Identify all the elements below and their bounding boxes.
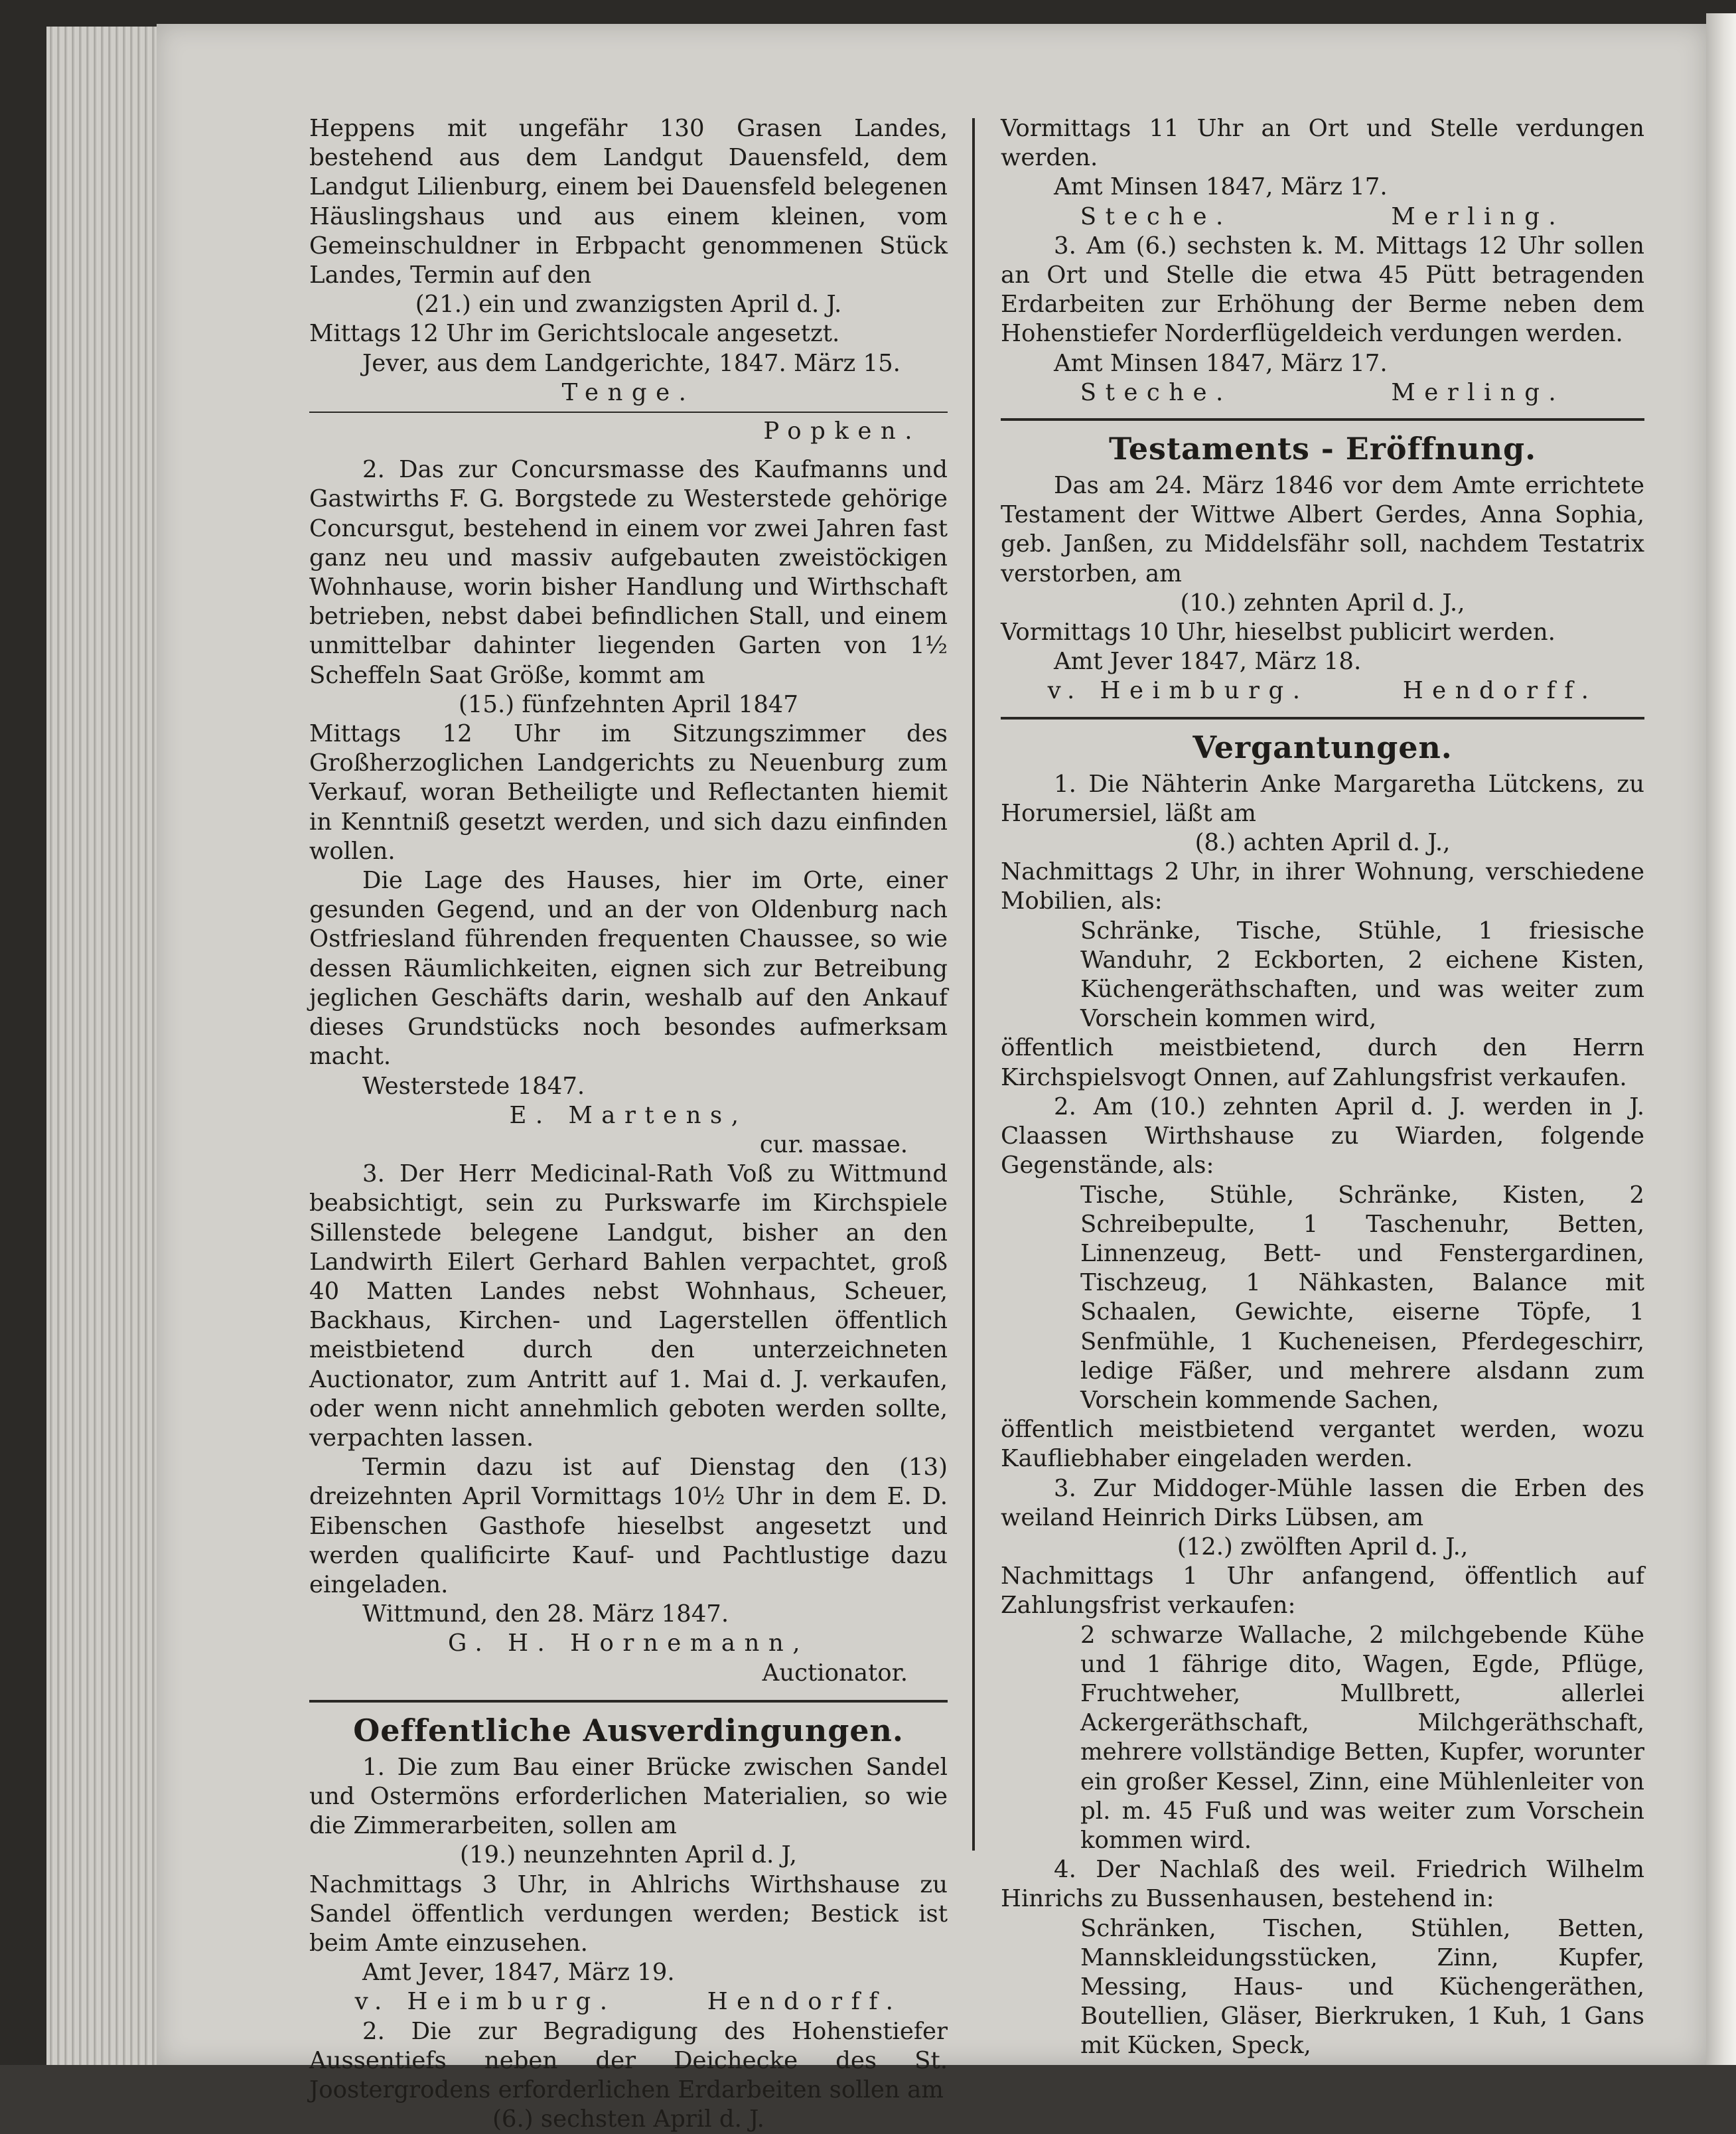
notice-borgstede-place-date: Westerstede 1847. [362,1072,585,1100]
notice-borgstede-text: 2. Das zur Concursmasse des Kaufmanns und Gastwirths F. G. Borgstede zu Westerstede gehörige Concursgut, bestehend in einem vor zwei Jahren fast ganz neu und massiv aufgebauten zweistöckigen Wohnhause, worin bisher Handlung und Wirthschaft betrieben, nebst dabei befindlichen Stall, und einem unmittelbar dahinter liegenden Garten von 1½ Scheffeln Saat Größe, kommt am [309,456,948,689]
left-column [309,114,948,2134]
signature-hornemann: G. H. Hornemann, [447,1630,810,1657]
notice-berme-text: 3. Am (6.) sechsten k. M. Mittags 12 Uhr sollen an Ort und Stelle die etwa 45 Pütt betragenden Erdarbeiten zur Erhöhung der Berme neben dem Hohenstiefer Norderflügeldeich verdungen werden. [1001,232,1644,348]
signature-martens: E. Martens, [509,1101,748,1129]
notice-claassen-sale: öffentlich meistbietend vergantet werden, wozu Kaufliebhaber eingeladen werden. [1001,1416,1644,1473]
notice-hohenstief-date: (6.) sechsten April d. J. [492,2105,764,2133]
book-page-edges [46,27,166,2065]
notice-voss-text: 3. Der Herr Medicinal-Rath Voß zu Wittmund beabsichtigt, sein zu Purkswarfe im Kirchspiele Sillenstede belegene Landgut, bisher an den Landwirth Eilert Gerhard Bahlen verpachtet, groß 40 Matten Landes nebst Wohnhaus, Scheuer, Backhaus, Kirchen- und Lagerstellen öffentlich meistbietend durch den unterzeichneten Auctionator, zum Antritt auf 1. Mai d. J. verkaufen, oder wenn nicht annehmlich geboten werden sollte, verpachten lassen. [309,1160,948,1452]
signature-row [1001,378,1644,408]
notice-testament-time: Vormittags 10 Uhr, hieselbst publicirt werden. [1001,619,1555,647]
notice-claassen-text: 2. Am (10.) zehnten April d. J. werden in J. Claassen Wirthshause zu Wiarden, folgende Gegenstände, als: [1001,1093,1644,1180]
notice-hohenstief-text: 2. Die zur Begradigung des Hohenstiefer Aussentiefs neben der Deichecke des St. Joostergrodens erforderlichen Erdarbeiten sollen am [309,2017,948,2103]
notice-luebsen-time: Nachmittags 1 Uhr anfangend, öffentlich auf Zahlungsfrist verkaufen: [1001,1562,1644,1620]
notice-bruecke-date: (19.) neunzehnten April d. J, [460,1841,797,1869]
signature-steche: Steche. [1080,202,1232,230]
scan-background-left [0,0,46,2065]
notice-testament-text: Das am 24. März 1846 vor dem Amte errichtete Testament der Wittwe Albert Gerdes, Anna Sophia, geb. Janßen, zu Middelsfähr soll, nachdem Testatrix verstorben, am [1001,472,1644,587]
notice-luebsen-text: 3. Zur Middoger-Mühle lassen die Erben des weiland Heinrich Dirks Lübsen, am [1001,1474,1644,1531]
section-divider [1001,717,1644,720]
notice-borgstede-date: (15.) fünfzehnten April 1847 [459,690,798,718]
notice-luetckens-text: 1. Die Nähterin Anke Margaretha Lütckens, zu Horumersiel, läßt am [1001,770,1644,827]
notice-luetckens-sale: öffentlich meistbietend, durch den Herrn Kirchspielsvogt Onnen, auf Zahlungsfrist verkaufen. [1001,1034,1644,1091]
notice-berme-place-date: Amt Minsen 1847, März 17. [1054,349,1388,377]
signature-row [309,1987,948,2017]
notice-testament-date: (10.) zehnten April d. J., [1180,589,1465,617]
signature-merling: Merling. [1391,378,1565,406]
notice-heppens-time: Mittags 12 Uhr im Gerichtslocale angesetzt. [309,320,840,348]
signature-tenge: Tenge. [561,378,695,406]
notice-bruecke-place: Nachmittags 3 Uhr, in Ahlrichs Wirthshause zu Sandel öffentlich verdungen werden; Bestick ist beim Amte einzusehen. [309,1870,948,1957]
signature-row [1001,676,1644,706]
signature-heimburg: v. Heimburg. [354,1988,616,2016]
signature-steche: Steche. [1080,378,1232,406]
column-divider [972,118,975,1851]
signature-hendorff: Hendorff. [1402,677,1598,705]
section-divider [309,1700,948,1703]
notice-hohenstief-place-date: Amt Minsen 1847, März 17. [1054,173,1388,201]
signature-popken: Popken. [763,418,921,445]
notice-heppens-text: Heppens mit ungefähr 130 Grasen Landes, bestehend aus dem Landgut Dauensfeld, dem Landgut Lilienburg, einem bei Dauensfeld belegenen Häuslingshaus und aus einem kleinen, vom Gemeinschuldner in Erbpacht genommenen Stück Landes, Termin auf den [309,115,948,289]
notice-luetckens-date: (8.) achten April d. J., [1194,829,1451,857]
notice-luetckens-items: Schränke, Tische, Stühle, 1 friesische Wanduhr, 2 Eckborten, 2 eichene Kisten, Küchengeräthschaften, und was weiter zum Vorschein kommen wird, [1080,917,1644,1033]
facing-page-edge [1706,13,1736,2065]
notice-testament-place-date: Amt Jever 1847, März 18. [1054,648,1362,676]
signature-heimburg: v. Heimburg. [1047,677,1309,705]
notice-luetckens-time: Nachmittags 2 Uhr, in ihrer Wohnung, verschiedene Mobilien, als: [1001,858,1644,915]
right-column [1001,114,1644,2061]
section-heading-vergantungen: Vergantungen. [1193,729,1453,765]
short-divider [309,412,948,413]
signature-merling: Merling. [1391,202,1565,230]
notice-voss-termin: Termin dazu ist auf Dienstag den (13) dreizehnten April Vormittags 10½ Uhr in dem E. D. Eibenschen Gasthofe hieselbst angesetzt und werden qualificirte Kauf- und Pachtlustige dazu eingeladen. [309,1454,948,1598]
signature-hendorff: Hendorff. [707,1988,903,2016]
notice-hohenstief-continued: Vormittags 11 Uhr an Ort und Stelle verdungen werden. [1001,115,1644,172]
section-heading-ausverdingungen: Oeffentliche Ausverdingungen. [353,1712,904,1748]
notice-heppens-place-date: Jever, aus dem Landgerichte, 1847. März 15. [362,349,901,377]
notice-heppens-date: (21.) ein und zwanzigsten April d. J. [415,291,842,319]
notice-hinrichs-text: 4. Der Nachlaß des weil. Friedrich Wilhelm Hinrichs zu Bussenhausen, bestehend in: [1001,1856,1644,1913]
notice-bruecke-place-date: Amt Jever, 1847, März 19. [362,1959,675,1987]
notice-claassen-items: Tische, Stühle, Schränke, Kisten, 2 Schreibepulte, 1 Taschenuhr, Betten, Linnenzeug, Bett- und Fenstergardinen, Tischzeug, 1 Nähkasten, Balance mit Schaalen, Gewichte, eiserne Töpfe, 1 Senfmühle, 1 Kucheneisen, Pferdegeschirr, ledige Fäßer, und mehrere alsdann zum Vorschein kommende Sachen, [1080,1181,1644,1414]
notice-voss-place-date: Wittmund, den 28. März 1847. [362,1600,729,1628]
signature-hornemann-title: Auctionator. [762,1659,908,1687]
notice-borgstede-description: Die Lage des Hauses, hier im Orte, einer gesunden Gegend, und an der von Oldenburg nach Ostfriesland führenden frequenten Chaussee, so wie dessen Räumlichkeiten, eignen sich zur Betreibung jeglichen Geschäfts darin, weshalb auf den Ankauf dieses Grundstücks noch besondes aufmerksam macht. [309,867,948,1071]
notice-bruecke-text: 1. Die zum Bau einer Brücke zwischen Sandel und Ostermöns erforderlichen Materialien, so wie die Zimmerarbeiten, sollen am [309,1753,948,1840]
notice-luebsen-items: 2 schwarze Wallache, 2 milchgebende Kühe und 1 fährige dito, Wagen, Egde, Pflüge, Fruchtweher, Mullbrett, allerlei Ackergeräthschaft, Milchgeräthschaft, mehrere vollständige Betten, Kupfer, worunter ein großer Kessel, Zinn, eine Mühlenleiter von pl. m. 45 Fuß und was weiter zum Vorschein kommen wird. [1080,1621,1644,1854]
notice-luebsen-date: (12.) zwölften April d. J., [1177,1533,1469,1561]
notice-hinrichs-items: Schränken, Tischen, Stühlen, Betten, Mannskleidungsstücken, Zinn, Kupfer, Messing, Haus- und Küchengeräthen, Boutellien, Gläser, Bierkruken, 1 Kuh, 1 Gans mit Kücken, Speck, [1080,1914,1644,2060]
section-heading-testament: Testaments - Eröffnung. [1108,431,1537,467]
signature-row [1001,202,1644,232]
signature-martens-title: cur. massae. [759,1130,908,1158]
section-divider [1001,418,1644,421]
notice-borgstede-place: Mittags 12 Uhr im Sitzungszimmer des Großherzoglichen Landgerichts zu Neuenburg zum Verkauf, woran Betheiligte und Reflectanten hiemit in Kenntniß gesetzt werden, und sich dazu einfinden wollen. [309,720,948,865]
